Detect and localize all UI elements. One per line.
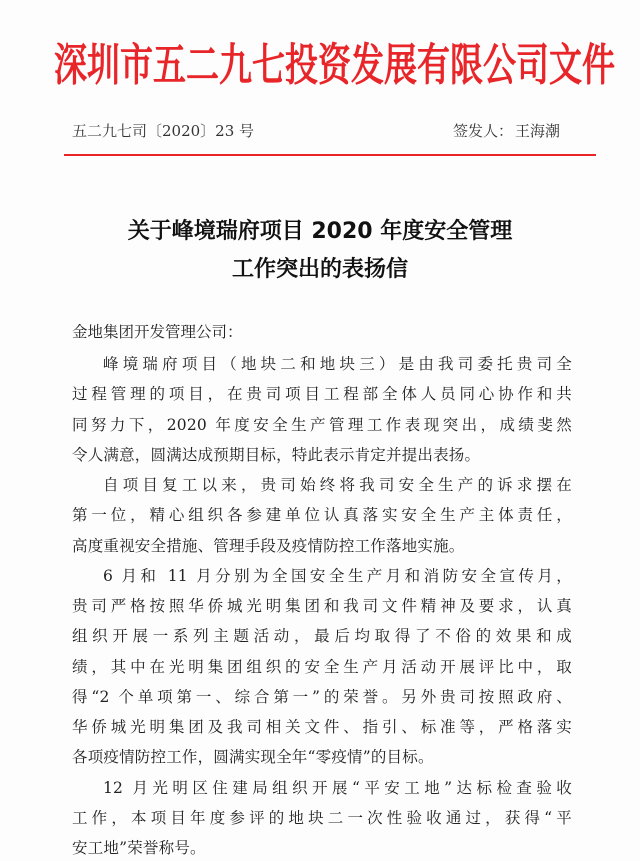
body-line: 过程管理的项目，在贵司项目工程部全体人员同心协作和共 — [72, 385, 572, 404]
body-line: 峰境瑞府项目（地块二和地块三）是由我司委托贵司全 — [103, 355, 572, 373]
body-line: 6 月和 11 月分别为全国安全生产月和消防安全宣传月， — [103, 566, 572, 585]
body-line: 令人满意，圆满达成预期目标，特此表示肯定并提出表扬。 — [72, 445, 481, 464]
body-line: 各项疫情防控工作，圆满实现全年“零疫情”的目标。 — [72, 748, 434, 767]
body-line: 第一位，精心组织各参建单位认真落实安全生产主体责任， — [72, 506, 572, 525]
red-divider-line — [64, 154, 596, 156]
body-line: 华侨城光明集团及我司相关文件、指引、标准等，严格落实 — [72, 718, 572, 736]
body-line: 绩，其中在光明集团组织的安全生产月活动开展评比中，取 — [72, 657, 572, 676]
body-line: 工作，本项目年度参评的地块二一次性验收通过，获得“平 — [72, 808, 572, 827]
body-line: 贵司严格按照华侨城光明集团和我司文件精神及要求，认真 — [72, 597, 572, 615]
body-line: 组织开展一系列主题活动，最后均取得了不俗的效果和成 — [72, 627, 572, 646]
issuer-block — [453, 120, 560, 141]
body-line: 得“2 个单项第一、综合第一”的荣誉。另外贵司按照政府、 — [72, 687, 572, 706]
issuer-label: 签发人： — [452, 122, 513, 140]
issuer-name: 王海潮 — [514, 122, 560, 140]
letter-title-line-1: 关于峰境瑞府项目 2020 年度安全管理 — [127, 219, 513, 244]
body-line: 12 月光明区住建局组织开展“平安工地”达标检查验收 — [103, 778, 572, 797]
body-line: 自项目复工以来，贵司始终将我司安全生产的诉求摆在 — [103, 476, 572, 494]
body-line: 安工地”荣誉称号。 — [72, 839, 206, 857]
body-line: 高度重视安全措施、管理手段及疫情防控工作落地实施。 — [72, 536, 465, 555]
document-number: 五二九七司〔2020〕23 号 — [72, 122, 255, 140]
masthead-title: 深圳市五二九七投资发展有限公司文件 — [54, 38, 615, 91]
body-line: 同努力下，2020 年度安全生产管理工作表现突出，成绩斐然 — [72, 415, 572, 434]
letter-title-line-2: 工作突出的表扬信 — [231, 257, 408, 282]
salutation: 金地集团开发管理公司： — [72, 323, 243, 341]
